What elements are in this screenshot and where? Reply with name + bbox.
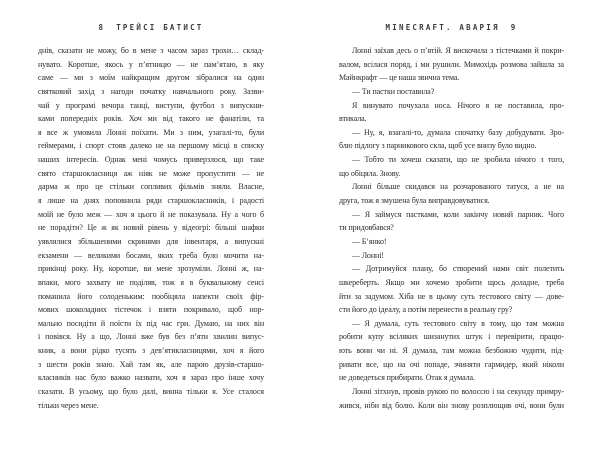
text-line: тільки через мене. bbox=[38, 400, 99, 410]
text-line: екзамени — великими босами, яких треба було мочити на- bbox=[38, 250, 264, 260]
text-line: класників нас було важко назвати, хоч я зараз про інше хочу bbox=[38, 373, 264, 383]
text-line: наших інтересів. Однак мені чомусь приверзлося, що таке bbox=[38, 155, 264, 165]
text-line: — Дотримуйся плану, бо створений нами світ полетить bbox=[352, 264, 564, 274]
text-line: робити купу всіляких шизанутих штук і перевірити, працю- bbox=[339, 332, 564, 342]
text-line: сказати. В усьому, що було далі, винна тільки я. Усе сталося bbox=[38, 387, 264, 397]
right-running-title: MINECRAFT. АВАРІЯ bbox=[385, 23, 500, 32]
left-page bbox=[38, 0, 264, 450]
right-text-column bbox=[339, 44, 564, 412]
text-line: — Тобто ти хочеш сказати, що не зробила нічого з того, bbox=[352, 155, 564, 165]
text-line: Я винувато почухала носа. Нічого я не поставила, про- bbox=[352, 100, 564, 110]
text-line: впаки, мого захвату не поділяв, тож я в буквальному сенсі bbox=[38, 277, 264, 287]
text-line: — Ти пастки поставила? bbox=[352, 86, 435, 96]
text-line: Лонні більше скидався на розчарованого татуся, а не на bbox=[352, 182, 564, 192]
text-line: прикінці року. Ну, коротше, ви мене зрозуміли. Лонні ж, на- bbox=[38, 264, 264, 274]
text-line: уявлялися збільшеними скринями для інвентаря, а випускні bbox=[38, 236, 264, 246]
text-line: я все ж умовила Лонні поїхати. Ми з ним, узагалі-то, були bbox=[38, 127, 264, 137]
text-line: ривати все, що на очі попаде, зчиняти гармидер, який ніколи bbox=[339, 359, 564, 369]
text-line: я лише на днях поповнила ряди старшокласників, і радості bbox=[38, 196, 264, 206]
text-line: не доведеться прибирати. Отак я думала. bbox=[339, 373, 475, 383]
left-text-column bbox=[38, 44, 264, 412]
text-line: — Лонні! bbox=[352, 250, 384, 260]
text-line: саме — ми з моїм найкращим другом зібралися на один bbox=[38, 73, 264, 83]
text-line: ють вони чи ні. Я думала, там можна безбожно чудити, під- bbox=[339, 346, 564, 356]
right-page-number: 9 bbox=[510, 23, 518, 32]
text-line: Майнкрафт — це наша звична тема. bbox=[339, 73, 460, 83]
text-line: святковий захід з нагоди початку навчального року. Зазви- bbox=[38, 86, 264, 96]
text-line: не порадіти? Це ж як новий рівень у відеогрі: більші шафки bbox=[38, 223, 264, 233]
text-line: — Б’янко! bbox=[352, 236, 387, 246]
right-running-head bbox=[339, 23, 564, 32]
text-line: ти придовбався? bbox=[339, 223, 394, 233]
text-line: днів, сказати не можу, бо в мене з часом зараз трохи… склад- bbox=[38, 46, 264, 55]
left-running-head bbox=[38, 23, 264, 32]
text-line: поманила його солоденьким: пообіцяла напекти своїх фір- bbox=[38, 291, 264, 301]
text-line: мально посидіти й поїсти їх під час гри. Думаю, на них він bbox=[38, 318, 264, 328]
text-line: мових шоколадних тістечок і взяти покривало, щоб нор- bbox=[38, 305, 264, 315]
text-line: друга, тож я змушена була виправдовуватися. bbox=[339, 196, 490, 206]
text-line: Лонні зітхнув, провів рукою по волоссю і на секунду примру- bbox=[352, 387, 564, 397]
text-line: геймерами, і спорт стояв далеко не на першому місці в списку bbox=[38, 141, 264, 151]
text-line: з шести років знаю. Хай там як, але парою друзів-старшо- bbox=[38, 359, 264, 369]
right-page bbox=[339, 0, 564, 450]
text-line: втикала. bbox=[339, 114, 367, 124]
text-line: блю підлогу з парникового скла, щоб усе внизу було видно. bbox=[339, 141, 537, 151]
text-line: валом, всілася поряд, і ми рушили. Мимохідь розмова зайшла за bbox=[339, 59, 564, 69]
text-line: — Ну, я, взагалі-то, думала спочатку базу добудувати. Зро- bbox=[352, 127, 564, 137]
text-line: і повівся. Ну а що, Лонні вже був без п’яти хвилин випус- bbox=[38, 332, 264, 342]
text-line: шкереберть. Якщо ми хочемо зробити щось доладне, треба bbox=[339, 277, 564, 287]
text-line: чай у програмі вечора танці, виступи, футбол з випускни- bbox=[38, 100, 264, 110]
text-line: нувато. Коротше, якось у п’ятницю — не пам’ятаю, в яку bbox=[38, 59, 264, 69]
text-line: Лонні заїхав десь о п’ятій. Я вискочила з тістечками й покри- bbox=[352, 46, 564, 55]
left-running-title: ТРЕЙСІ БАТИСТ bbox=[116, 23, 204, 32]
text-line: кник, а вони рідко тусять з дев’ятикласницями, хоч я його bbox=[38, 346, 264, 356]
text-line: йти за задумом. Хіба не в цьому суть тестового світу — дове- bbox=[339, 291, 564, 301]
text-line: сти його до ідеалу, а потім перенести в реальну гру? bbox=[339, 305, 513, 315]
left-page-number: 8 bbox=[98, 23, 106, 32]
text-line: свято старшокласниця аж ніяк не може пропустити — не bbox=[38, 168, 264, 178]
text-line: жився, ніби від болю. Коли він знову розплющив очі, вони були bbox=[339, 400, 564, 410]
text-line: дарма ж про це стільки сопливих фільмів зняли. Власне, bbox=[38, 182, 264, 192]
text-line: що обіцяла. Знову. bbox=[339, 168, 401, 178]
text-line: — Я займуся пастками, коли закінчу новий парник. Чого bbox=[352, 209, 564, 219]
text-line: — Я думала, суть тестового світу в тому, що там можна bbox=[352, 318, 564, 328]
text-line: ками попередніх років. Хоч ми від такого не фанатіли, та bbox=[38, 114, 264, 124]
text-line: моїй не було меж — хоч я цього й не показувала. Ну а чого б bbox=[38, 209, 264, 219]
